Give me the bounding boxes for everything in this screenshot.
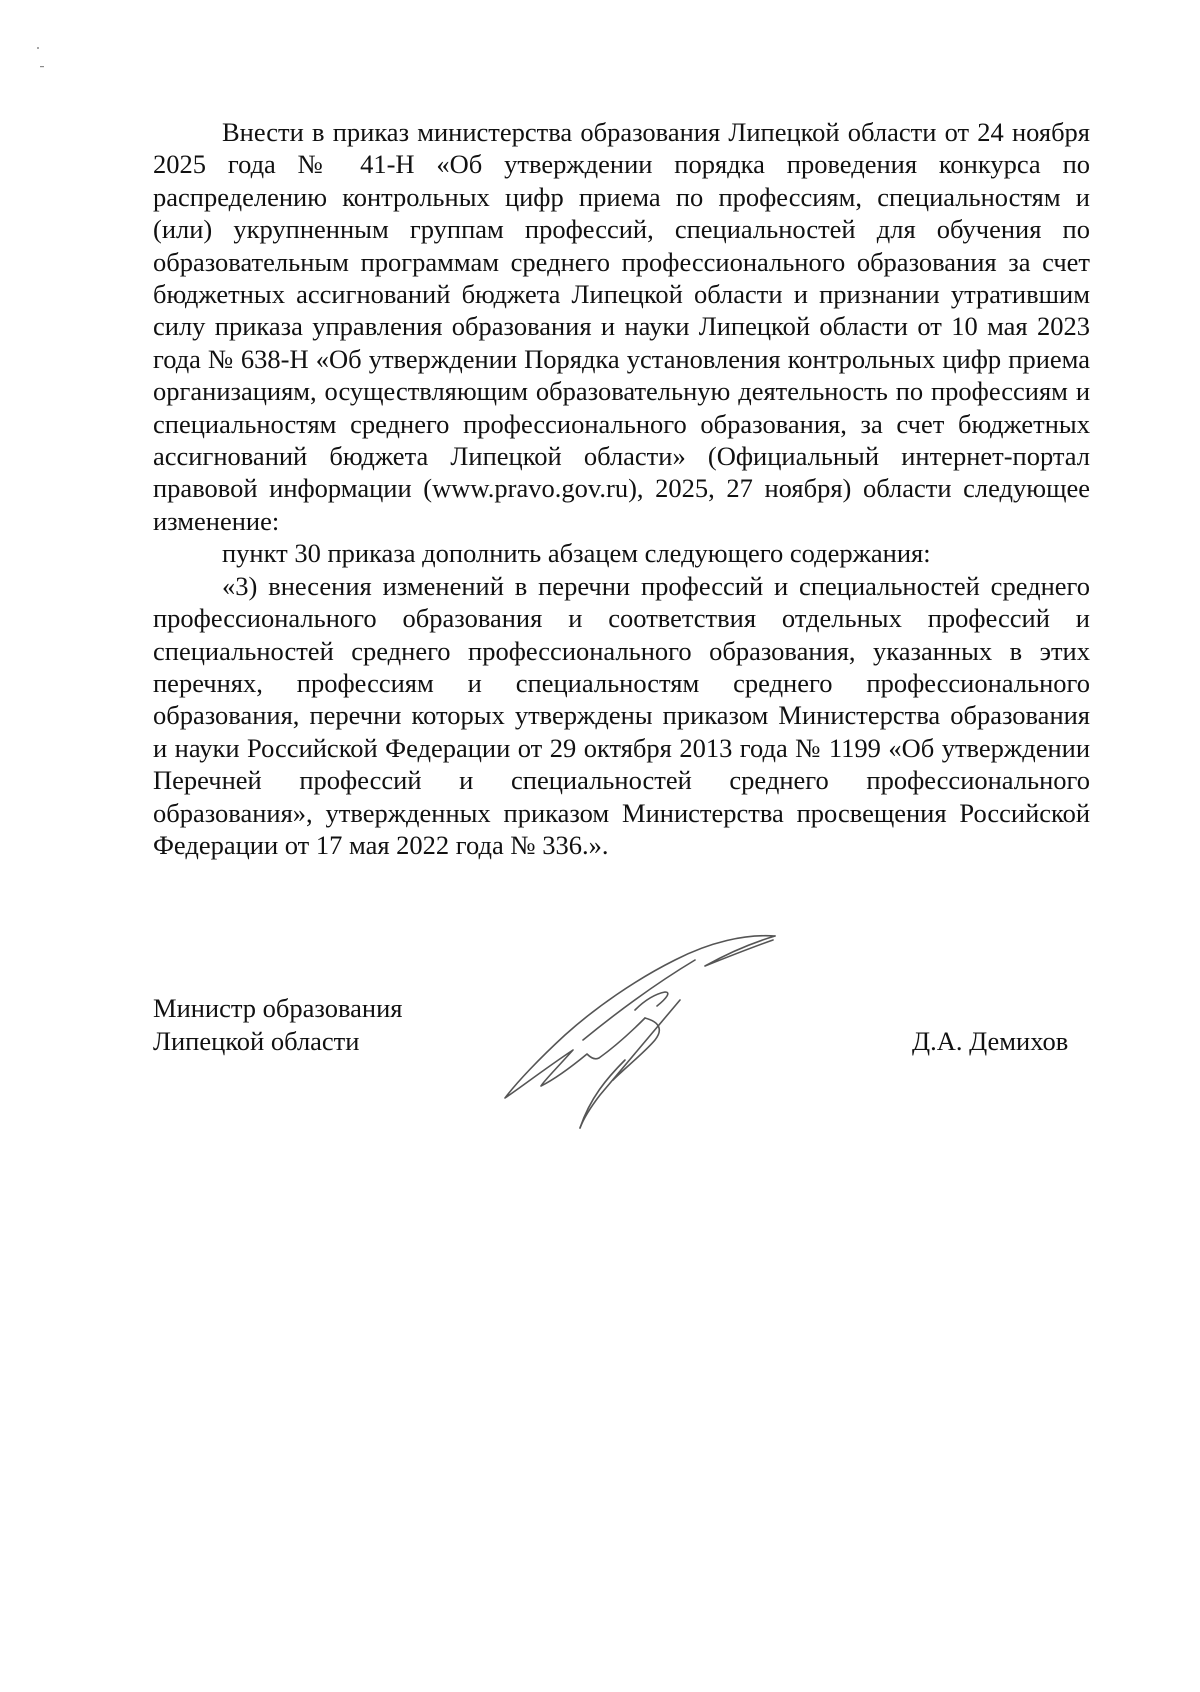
paragraph-amendment-intro: Внести в приказ министерства образования Липецкой области от 24 ноября 2025 года № 41-Н «Об утверждении порядка проведения конкурса по распределению контрольных цифр приема по профессиям, специальностям и (или) укрупненным группам профессий, специальностей для обучения по образовательным программам среднего профессионального образования за счет бюджетных ассигнований бюджета Липецкой области и признании утратившим силу приказа управления образования и науки Липецкой области от 10 мая 2023 года № 638-Н «Об утверждении Порядка установления контрольных цифр приема организациям, осуществляющим образовательную деятельность по профессиям и специальностям среднего профессионального образования, за счет бюджетных ассигнований бюджета Липецкой области» (Официальный интернет-портал правовой информации (www.pravo.gov.ru), 2025, 27 ноября) области следующее изменение: <box>153 117 1090 536</box>
handwritten-signature <box>495 930 855 1150</box>
scan-artifact <box>34 40 54 80</box>
paragraph-amendment-text: «3) внесения изменений в перечни профессий и специальностей среднего профессионального образования и соответствия отдельных профессий и специальностей среднего профессионального образования, указанных в этих перечнях, профессиям и специальностям среднего профессионального образования, перечни которых утверждены приказом Министерства образования и науки Российской Федерации от 29 октября 2013 года № 1199 «Об утверждении Перечней профессий и специальностей среднего профессионального образования», утвержденных приказом Министерства просвещения Российской Федерации от 17 мая 2022 года № 336.». <box>153 570 1090 860</box>
paragraph-amendment-instruction: пункт 30 приказа дополнить абзацем следующего содержания: <box>222 538 931 569</box>
document-body <box>153 116 1090 861</box>
signatory-name: Д.А. Демихов <box>912 1026 1069 1056</box>
signatory-position-line2: Липецкой области <box>153 1026 360 1056</box>
signatory-position-line1: Министр образования <box>153 993 403 1023</box>
signatory-position <box>153 992 402 1058</box>
